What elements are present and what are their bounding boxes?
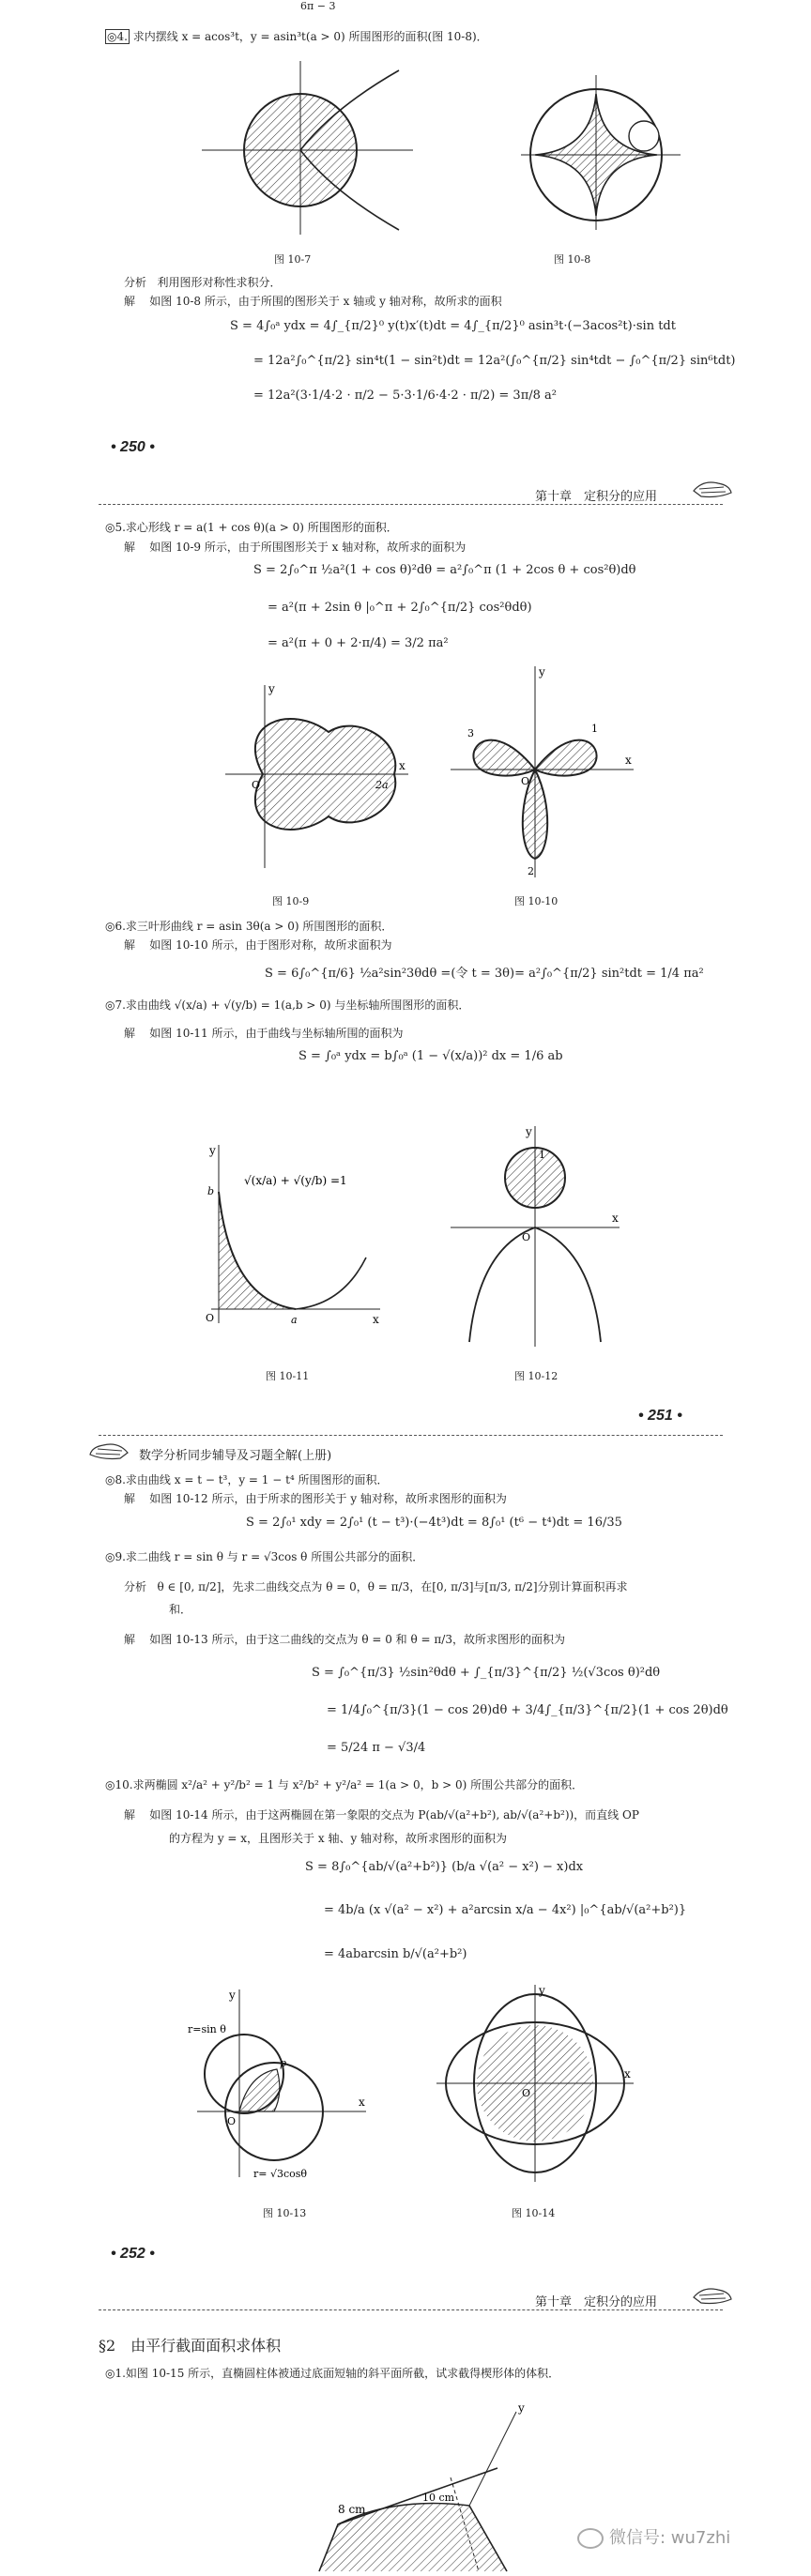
fig9-caption: 图 10-9 [272, 895, 310, 907]
fig15-8cm: 8 cm [338, 2503, 366, 2516]
fig12-y-label: y [526, 1125, 532, 1138]
p9-eq2: = 1/4∫₀^{π/3}(1 − cos 2θ)dθ + 3/4∫_{π/3}^{π/2}(1 + cos 2θ)dθ [327, 1703, 728, 1717]
problem-7-question: ◎7.求由曲线 √(x/a) + √(y/b) = 1(a,b > 0) 与坐标轴所围图形的面积． [105, 998, 470, 1012]
fig10-leaf-1: 1 [591, 723, 598, 735]
fig13-origin: O [227, 2115, 237, 2127]
chapter-header-251: 第十章 定积分的应用 [535, 490, 658, 504]
fig13-caption: 图 10-13 [263, 2207, 307, 2219]
header-divider-252 [99, 1435, 723, 1436]
fig13-x-label: x [359, 2096, 365, 2109]
page-number-252: • 252 • [111, 2246, 155, 2262]
p5-eq1: S = 2∫₀^π ½a²(1 + cos θ)²dθ = a²∫₀^π (1 + 2cos θ + cos²θ)dθ [253, 563, 636, 577]
p7-solution: 解 如图 10-11 所示，由于曲线与坐标轴所围的面积为 [124, 1027, 404, 1040]
p4-analysis: 分析 利用图形对称性求积分． [124, 276, 282, 289]
figure-10-14 [432, 1980, 638, 2187]
hand-icon-252 [86, 1436, 131, 1464]
fig12-origin: O [522, 1231, 531, 1243]
p10-eq3: = 4abarcsin b/√(a²+b²) [324, 1947, 467, 1961]
p10-eq2: = 4b/a (x √(a² − x²) + a²arcsin x/a − 4x²) |₀^{ab/√(a²+b²)} [324, 1903, 687, 1917]
fig14-y-label: y [539, 1984, 545, 1997]
figure-10-11 [192, 1136, 390, 1351]
fig12-x-label: x [612, 1212, 619, 1225]
top-fragment: 6π − 3 [300, 0, 336, 12]
hand-icon-253 [690, 2280, 735, 2309]
section-title: §2 由平行截面面积求体积 [99, 2337, 282, 2355]
fig13-y-label: y [229, 1989, 236, 2002]
fig8-caption: 图 10-8 [554, 253, 591, 266]
fig13-r1: r=sin θ [188, 2023, 226, 2035]
header-divider [99, 504, 723, 505]
fig12-one: 1 [539, 1149, 545, 1161]
figure-10-8 [512, 66, 690, 235]
fig15-y-label: y [518, 2401, 525, 2415]
p5-solution: 解 如图 10-9 所示，由于所围图形关于 x 轴对称，故所求的面积为 [124, 541, 467, 554]
problem-4-question [105, 28, 488, 44]
p8-solution: 解 如图 10-12 所示，由于所求的图形关于 y 轴对称，故所求图形的面积为 [124, 1492, 507, 1505]
p9-analysis-2: 和． [169, 1603, 192, 1616]
fig9-x-label: x [399, 759, 406, 772]
fig11-origin: O [206, 1312, 215, 1324]
fig13-p: p [280, 2057, 287, 2069]
fig11-a: a [291, 1314, 298, 1326]
fig9-origin: O [252, 779, 261, 791]
figure-10-7 [183, 52, 436, 239]
p4-eq3: = 12a²(3·1/4·2 · π/2 − 5·3·1/6·4·2 · π/2) = 3π/8 a² [253, 389, 557, 403]
p6-eq1: S = 6∫₀^{π/6} ½a²sin²3θdθ =(令 t = 3θ)= a²∫₀^{π/2} sin²tdt = 1/4 πa² [265, 967, 704, 981]
figure-10-12 [441, 1117, 629, 1351]
fig10-origin: O [521, 775, 530, 787]
p9-analysis: 分析 θ ∈ [0, π/2]，先求二曲线交点为 θ = 0，θ = π/3，在[0, π/3]与[π/3, π/2]分别计算面积再求 [124, 1580, 628, 1593]
fig14-origin: O [522, 2087, 531, 2099]
fig9-2a: 2a [375, 779, 389, 791]
fig14-x-label: x [624, 2067, 631, 2081]
p10-solution: 解 如图 10-14 所示，由于这两椭圆在第一象限的交点为 P(ab/√(a²+b²), ab/√(a²+b²))，而直线 OP [124, 1808, 639, 1821]
book-header-252: 数学分析同步辅导及习题全解(上册) [139, 1449, 332, 1463]
header-divider-253 [99, 2309, 723, 2310]
page-number-251: • 251 • [638, 1408, 682, 1424]
fig11-caption: 图 10-11 [266, 1370, 310, 1382]
fig7-caption: 图 10-7 [274, 253, 312, 266]
p6-solution: 解 如图 10-10 所示，由于图形对称，故所求面积为 [124, 938, 392, 952]
problem-4-text: 求内摆线 x = acos³t，y = asin³t(a > 0) 所围图形的面积(图 10-8)． [132, 30, 488, 43]
p8-eq1: S = 2∫₀¹ xdy = 2∫₀¹ (t − t³)·(−4t³)dt = 8∫₀¹ (t⁶ − t⁴)dt = 16/35 [246, 1516, 622, 1530]
p4-eq1: S = 4∫₀ᵃ ydx = 4∫_{π/2}⁰ y(t)x′(t)dt = 4∫_{π/2}⁰ asin³t·(−3acos²t)·sin tdt [230, 319, 676, 333]
problem-9-question: ◎9.求二曲线 r = sin θ 与 r = √3cos θ 所围公共部分的面积． [105, 1550, 424, 1563]
p5-eq2: = a²(π + 2sin θ |₀^π + 2∫₀^{π/2} cos²θdθ) [268, 601, 532, 615]
fig10-leaf-2: 2 [528, 865, 534, 877]
problem-10-question: ◎10.求两椭圆 x²/a² + y²/b² = 1 与 x²/b² + y²/a² = 1(a > 0，b > 0) 所围公共部分的面积． [105, 1778, 584, 1791]
p5-eq3: = a²(π + 0 + 2·π/4) = 3/2 πa² [268, 636, 449, 650]
problem-8-question: ◎8.求由曲线 x = t − t³，y = 1 − t⁴ 所围图形的面积． [105, 1473, 389, 1486]
fig11-y-label: y [209, 1144, 216, 1157]
figure-10-13 [188, 1980, 375, 2187]
p9-eq1: S = ∫₀^{π/3} ½sin²θdθ + ∫_{π/3}^{π/2} ½(√3cos θ)²dθ [312, 1666, 661, 1680]
fig10-caption: 图 10-10 [514, 895, 559, 907]
p4-solution: 解 如图 10-8 所示，由于所围的图形关于 x 轴或 y 轴对称，故所求的面积 [124, 295, 502, 308]
fig11-b: b [207, 1185, 215, 1197]
problem-5-question: ◎5.求心形线 r = a(1 + cos θ)(a > 0) 所围图形的面积． [105, 521, 398, 534]
hand-icon [690, 474, 735, 502]
fig10-x-label: x [625, 754, 632, 767]
section-problem-1: ◎1.如图 10-15 所示，直椭圆柱体被通过底面短轴的斜平面所截，试求截得楔形体的体积． [105, 2367, 560, 2380]
p9-solution: 解 如图 10-13 所示，由于这二曲线的交点为 θ = 0 和 θ = π/3，故所求图形的面积为 [124, 1633, 565, 1646]
problem-6-question: ◎6.求三叶形曲线 r = asin 3θ(a > 0) 所围图形的面积． [105, 920, 393, 933]
fig13-r2: r= √3cosθ [253, 2168, 308, 2180]
fig10-leaf-3: 3 [467, 727, 474, 739]
fig11-x-label: x [373, 1313, 379, 1326]
problem-4-marker: ◎4. [107, 30, 128, 43]
fig10-y-label: y [539, 665, 545, 678]
wechat-icon [577, 2528, 604, 2549]
p10-eq1: S = 8∫₀^{ab/√(a²+b²)} (b/a √(a² − x²) − x)dx [305, 1860, 584, 1874]
p4-eq2: = 12a²∫₀^{π/2} sin⁴t(1 − sin²t)dt = 12a²(∫₀^{π/2} sin⁴tdt − ∫₀^{π/2} sin⁶tdt) [253, 354, 736, 368]
fig9-y-label: y [268, 682, 275, 695]
p10-solution-2: 的方程为 y = x，且图形关于 x 轴、y 轴对称，故所求图形的面积为 [169, 1832, 508, 1845]
figure-10-9 [207, 666, 413, 873]
watermark: 微信号: wu7zhi [577, 2524, 730, 2549]
p9-eq3: = 5/24 π − √3/4 [327, 1741, 426, 1755]
fig14-caption: 图 10-14 [512, 2207, 556, 2219]
page-number-250: • 250 • [111, 439, 155, 455]
fig15-10cm: 10 cm [422, 2492, 455, 2504]
fig11-curve-label: √(x/a) + √(y/b) =1 [244, 1174, 347, 1187]
p7-eq1: S = ∫₀ᵃ ydx = b∫₀ᵃ (1 − √(x/a))² dx = 1/6 ab [298, 1049, 563, 1063]
fig12-caption: 图 10-12 [514, 1370, 559, 1382]
figure-10-10 [441, 657, 648, 882]
figure-10-15 [282, 2384, 544, 2576]
chapter-header-253: 第十章 定积分的应用 [535, 2295, 658, 2309]
